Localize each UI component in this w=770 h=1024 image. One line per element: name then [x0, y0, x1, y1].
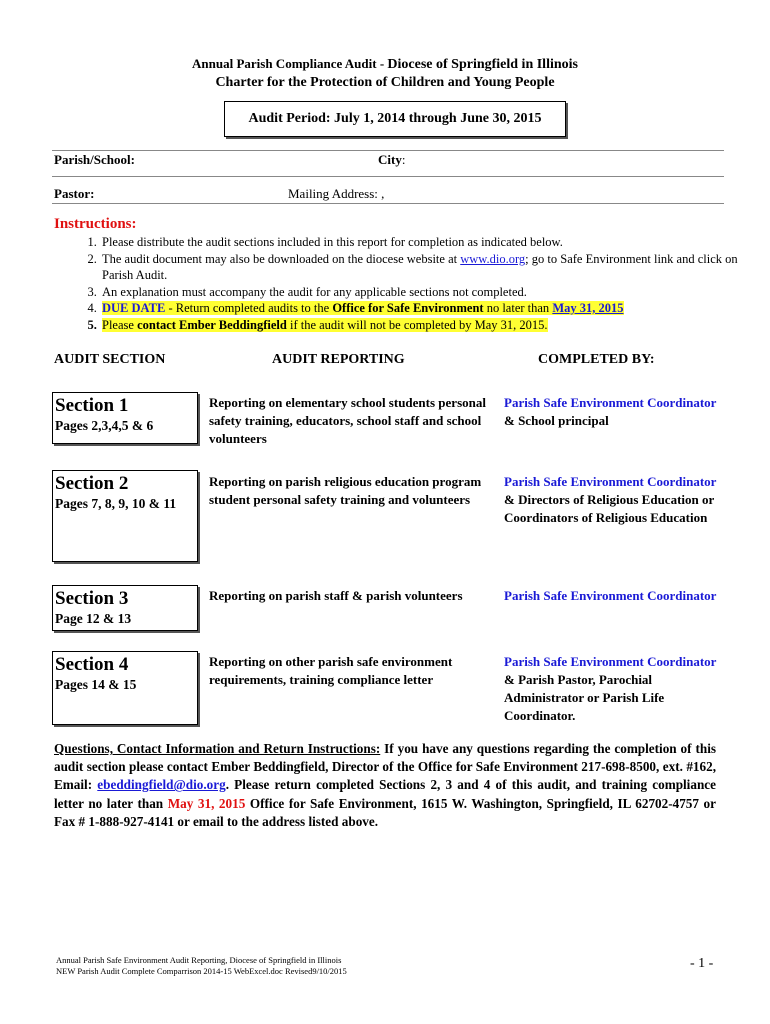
section-3-reporting: Reporting on parish staff & parish volunteers: [209, 588, 463, 603]
section-1-others: & School principal: [504, 413, 609, 428]
office-name: Office for Safe Environment: [332, 301, 484, 315]
title-line-2: Charter for the Protection of Children and Young People: [215, 75, 555, 90]
instruction-3: 3. An explanation must accompany the audit for any applicable sections not completed.: [100, 284, 740, 301]
mailing-address-label: Mailing Address: ,: [288, 186, 385, 201]
section-2-reporting: Reporting on parish religious education program student personal safety training and volunteers: [209, 474, 482, 507]
section-4-coordinator: Parish Safe Environment Coordinator: [504, 654, 717, 669]
section-4-reporting: Reporting on other parish safe environment requirements, training compliance letter: [209, 654, 453, 687]
section-4-box: [52, 651, 198, 725]
section-2-pages: Pages 7, 8, 9, 10 & 11: [55, 496, 177, 511]
page-number: - 1 -: [690, 956, 714, 971]
divider-top: [52, 150, 724, 151]
city-label: [378, 152, 405, 168]
instruction-4-text-b: - Return completed audits to the: [165, 301, 333, 315]
section-4-name: Section 4: [55, 654, 129, 675]
divider-bottom: [52, 203, 724, 204]
instruction-2: [100, 251, 740, 284]
section-2-name: Section 2: [55, 473, 129, 494]
col-audit-section: AUDIT SECTION: [54, 352, 166, 367]
section-3-name: Section 3: [55, 588, 129, 609]
instruction-2-text-a: The audit document may also be downloaded on the diocese website at: [102, 251, 461, 266]
instruction-1: 1. Please distribute the audit sections included in this report for completion as indicated below.: [100, 234, 740, 251]
instructions-list: [54, 234, 740, 333]
section-2-coordinator: Parish Safe Environment Coordinator: [504, 474, 717, 489]
title-line-1: [0, 56, 770, 73]
section-3-completed-by: [504, 587, 729, 605]
section-1-name: Section 1: [55, 395, 129, 416]
section-1-reporting: Reporting on elementary school students personal safety training, educators, school staff and school volunteers: [209, 395, 486, 446]
section-1-pages: Pages 2,3,4,5 & 6: [55, 418, 154, 433]
pastor-label: Pastor:: [54, 186, 95, 201]
footer: [56, 955, 347, 977]
col-audit-reporting: AUDIT REPORTING: [272, 352, 405, 367]
instruction-4: [100, 300, 740, 317]
title-diocese: Diocese of Springfield in Illinois: [387, 57, 578, 72]
section-3-pages: Page 12 & 13: [55, 611, 132, 626]
section-4-pages: Pages 14 & 15: [55, 677, 137, 692]
title-audit-name: Annual Parish Compliance Audit -: [192, 56, 388, 71]
questions-paragraph: [54, 740, 716, 831]
instruction-5: [100, 317, 740, 334]
section-2-completed-by: [504, 473, 729, 527]
questions-text-b: . Please return completed Sections 2, 3 and 4 of this audit, and training compliance letter no later than: [54, 777, 716, 811]
parish-school-label: Parish/School:: [54, 152, 135, 167]
questions-heading: Questions, Contact Information and Return Instructions:: [54, 741, 381, 756]
section-1-coordinator: Parish Safe Environment Coordinator: [504, 395, 717, 410]
return-date: May 31, 2015: [167, 795, 246, 811]
section-2-others: & Directors of Religious Education or Coordinators of Religious Education: [504, 492, 715, 525]
footer-line-1: Annual Parish Safe Environment Audit Reporting, Diocese of Springfield in Illinois: [56, 955, 342, 965]
contact-email-link[interactable]: ebeddingfield@dio.org: [97, 777, 226, 793]
instruction-2-text-b: ; go to Safe Environment link and click on Parish Audit.: [102, 251, 738, 282]
section-3-coordinator: Parish Safe Environment Coordinator: [504, 588, 717, 603]
questions-text-a: If you have any questions regarding the completion of this audit section please contact Ember Beddingfield, Director of the Office for Safe Environment 217-698-8500, ext. #162, Email:: [54, 741, 716, 793]
section-4-others: & Parish Pastor, Parochial Administrator or Parish Life Coordinator.: [504, 672, 665, 723]
section-3-box: [52, 585, 198, 631]
section-1-completed-by: [504, 394, 729, 430]
section-4-completed-by: [504, 653, 729, 725]
divider-mid: [52, 176, 724, 177]
due-date-label: DUE DATE: [102, 301, 166, 315]
section-2-box: [52, 470, 198, 562]
instruction-4-text-d: no later than: [483, 301, 553, 315]
city-label-text: City: [378, 152, 402, 167]
dio-website-link[interactable]: www.dio.org: [460, 251, 526, 266]
questions-text-c: Office for Safe Environment, 1615 W. Washington, Springfield, IL 62702-4757 or Fax # 1-888-927-4141 or email to the address listed above.: [54, 795, 717, 829]
section-1-box: [52, 392, 198, 444]
audit-period-box: Audit Period: July 1, 2014 through June 30, 2015: [224, 101, 566, 137]
footer-line-2: NEW Parish Audit Complete Comparrison 2014-15 WebExcel.doc Revised9/10/2015: [56, 966, 347, 976]
col-completed-by: COMPLETED BY:: [538, 352, 655, 367]
due-date-value: May 31, 2015: [552, 301, 624, 315]
instruction-5-text-a: Please: [102, 317, 138, 332]
contact-name: contact Ember Beddingfield: [137, 317, 287, 332]
instruction-5-text-c: if the audit will not be completed by May 31, 2015.: [286, 317, 548, 332]
instructions-title: Instructions:: [54, 216, 137, 232]
city-sep: :: [401, 152, 406, 167]
